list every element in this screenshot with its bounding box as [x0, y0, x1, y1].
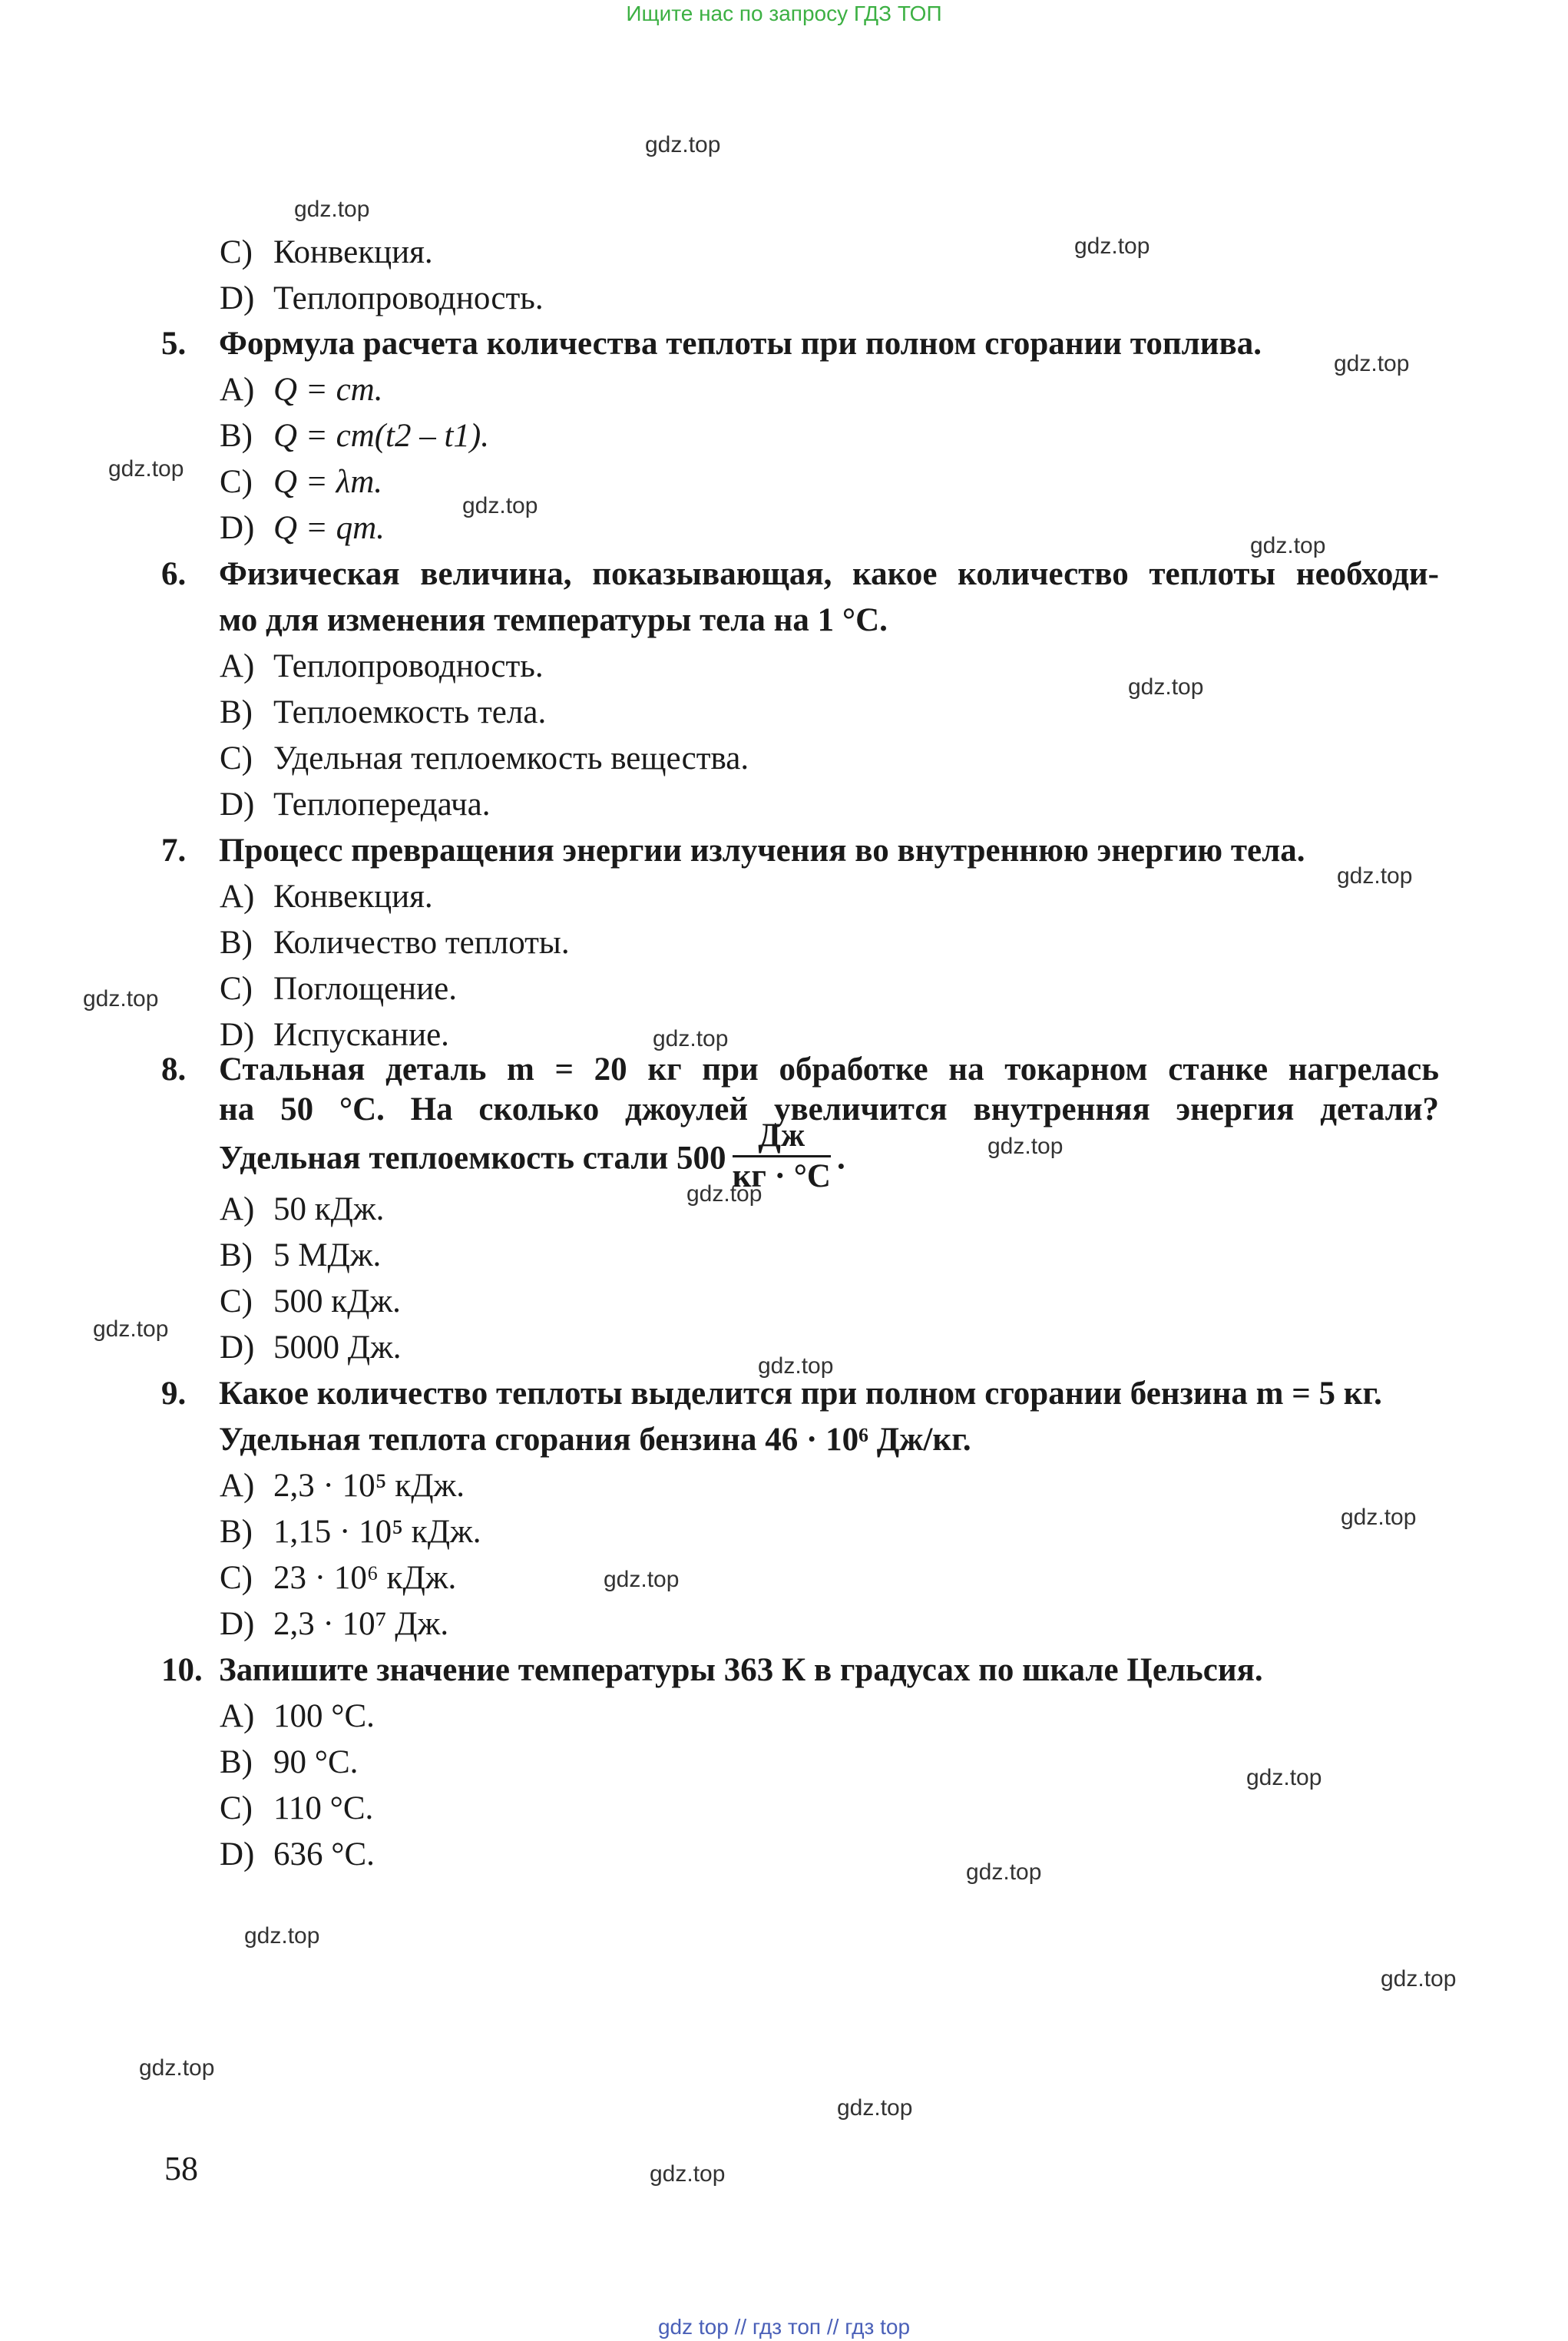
- option-letter: D): [220, 510, 255, 546]
- watermark: gdz.top: [1341, 1505, 1417, 1530]
- answer-option: [220, 1283, 401, 1321]
- option-letter: D): [220, 786, 255, 823]
- watermark: gdz.top: [837, 2095, 913, 2121]
- answer-option: [220, 1237, 381, 1275]
- question-number: 7.: [161, 833, 187, 869]
- watermark: gdz.top: [93, 1316, 169, 1342]
- watermark: gdz.top: [966, 1859, 1042, 1885]
- option-text: 1,15 · 10⁵ кДж.: [273, 1514, 481, 1550]
- answer-option: [220, 647, 544, 686]
- option-text: 50 кДж.: [273, 1191, 385, 1227]
- footer-links[interactable]: gdz top // гдз топ // гдз top: [657, 2315, 911, 2339]
- page-number: 58: [164, 2150, 198, 2187]
- option-letter: A): [220, 1468, 255, 1504]
- watermark: gdz.top: [650, 2161, 726, 2187]
- option-letter: A): [220, 648, 255, 684]
- option-letter: B): [220, 418, 253, 454]
- option-letter: B): [220, 1237, 253, 1273]
- option-letter: C): [220, 464, 253, 500]
- option-text: 500 кДж.: [273, 1283, 401, 1320]
- watermark: gdz.top: [1250, 533, 1326, 558]
- watermark: gdz.top: [462, 493, 538, 518]
- option-text: Теплоемкость тела.: [273, 694, 547, 730]
- option-text: Теплопроводность.: [273, 648, 544, 684]
- watermark: gdz.top: [108, 456, 184, 482]
- option-text: 2,3 · 10⁷ Дж.: [273, 1606, 449, 1642]
- watermark: gdz.top: [653, 1026, 729, 1051]
- answer-option: [220, 233, 433, 272]
- question-text-line2: на 50 °C. На сколько джоулей увеличится внутренняя энергия детали?: [219, 1091, 1439, 1127]
- question-number: 8.: [161, 1051, 187, 1088]
- watermark: gdz.top: [645, 132, 721, 157]
- option-letter: C): [220, 1283, 253, 1320]
- option-text: 5 МДж.: [273, 1237, 382, 1273]
- answer-option: [220, 1790, 373, 1828]
- answer-option: [220, 371, 382, 409]
- question-text: Формула расчета количества теплоты при полном сгорании топлива.: [219, 326, 1262, 362]
- option-letter: C): [220, 971, 253, 1007]
- question-text-line3-end: .: [836, 1140, 845, 1177]
- option-text: 636 °C.: [273, 1836, 375, 1872]
- watermark: gdz.top: [244, 1923, 320, 1949]
- option-text: 23 · 10⁶ кДж.: [273, 1560, 457, 1596]
- question-number: 6.: [161, 556, 187, 592]
- option-text: Конвекция.: [273, 234, 433, 270]
- option-letter: D): [220, 1329, 255, 1366]
- question-text-line1: Какое количество теплоты выделится при полном сгорании бензина m = 5 кг.: [219, 1376, 1382, 1412]
- watermark: gdz.top: [758, 1353, 834, 1379]
- answer-option: [220, 509, 385, 548]
- answer-option: [220, 1836, 375, 1874]
- question-6-cont: [161, 601, 888, 640]
- answer-option: [220, 1743, 358, 1782]
- answer-option: [220, 1697, 375, 1736]
- question-6: [161, 555, 1439, 594]
- question-8: [161, 1051, 1439, 1089]
- option-letter: D): [220, 1836, 255, 1872]
- option-text: Испускание.: [273, 1017, 449, 1053]
- option-letter: D): [220, 1606, 255, 1642]
- option-text: Теплопередача.: [273, 786, 491, 823]
- unit-fraction: [733, 1117, 831, 1196]
- question-9: [161, 1375, 1382, 1413]
- top-banner[interactable]: Ищите нас по запросу ГДЗ ТОП: [626, 2, 942, 25]
- option-letter: C): [220, 1560, 253, 1596]
- answer-option: [220, 878, 433, 916]
- watermark: gdz.top: [83, 986, 159, 1012]
- option-letter: D): [220, 1017, 255, 1053]
- watermark: gdz.top: [1246, 1765, 1322, 1790]
- option-text: Поглощение.: [273, 971, 458, 1007]
- question-number: 9.: [161, 1376, 187, 1412]
- watermark: gdz.top: [1337, 863, 1413, 889]
- answer-option: [220, 970, 457, 1008]
- question-number: 5.: [161, 326, 187, 362]
- answer-option: [220, 463, 382, 502]
- question-text-line2: мо для изменения температуры тела на 1 °C.: [219, 602, 888, 638]
- question-5: [161, 325, 1262, 363]
- watermark: gdz.top: [686, 1181, 762, 1207]
- option-letter: C): [220, 234, 253, 270]
- unit-denominator: кг · °C: [732, 1158, 831, 1194]
- option-letter: A): [220, 1191, 255, 1227]
- unit-numerator: Дж: [733, 1117, 831, 1157]
- option-letter: A): [220, 372, 255, 408]
- option-text: 100 °C.: [273, 1698, 375, 1734]
- option-text: 110 °C.: [273, 1790, 374, 1826]
- option-letter: B): [220, 925, 253, 961]
- question-text-line2: Удельная теплота сгорания бензина 46 · 10⁶ Дж/кг.: [219, 1422, 971, 1458]
- question-text-line3: Удельная теплоемкость стали 500: [219, 1140, 726, 1177]
- option-letter: C): [220, 1790, 253, 1826]
- answer-option: [220, 924, 570, 962]
- watermark: gdz.top: [1381, 1966, 1457, 1992]
- question-10: [161, 1651, 1263, 1690]
- watermark: gdz.top: [1334, 351, 1410, 376]
- answer-option: [220, 1016, 449, 1055]
- answer-option: [220, 786, 491, 824]
- watermark: gdz.top: [1074, 233, 1150, 259]
- option-text: 90 °C.: [273, 1744, 359, 1780]
- option-text: Теплопроводность.: [273, 280, 544, 316]
- question-number: 10.: [161, 1652, 203, 1688]
- question-text: Процесс превращения энергии излучения во внутреннюю энергию тела.: [219, 833, 1305, 869]
- option-formula: Q = cm(t2 – t1).: [273, 418, 489, 454]
- option-text: Конвекция.: [273, 879, 433, 915]
- answer-option: [220, 1513, 481, 1551]
- option-letter: A): [220, 879, 255, 915]
- question-text-line1: Физическая величина, показывающая, какое количество теплоты необходи-: [219, 556, 1439, 592]
- option-formula: Q = λm.: [273, 464, 382, 500]
- option-letter: A): [220, 1698, 255, 1734]
- watermark: gdz.top: [987, 1134, 1064, 1159]
- option-formula: Q = qm.: [273, 510, 385, 546]
- option-letter: C): [220, 740, 253, 776]
- question-8-cont2: [161, 1118, 845, 1200]
- option-text: Удельная теплоемкость вещества.: [273, 740, 749, 776]
- option-formula: Q = cm.: [273, 372, 383, 408]
- question-9-cont: [161, 1421, 971, 1459]
- answer-option: [220, 1559, 456, 1598]
- option-letter: B): [220, 1744, 253, 1780]
- option-letter: B): [220, 694, 253, 730]
- option-text: 2,3 · 10⁵ кДж.: [273, 1468, 465, 1504]
- watermark: gdz.top: [139, 2055, 215, 2081]
- answer-option: [220, 1605, 448, 1644]
- answer-option: [220, 1190, 384, 1229]
- answer-option: [220, 1329, 402, 1367]
- watermark: gdz.top: [1128, 674, 1204, 700]
- watermark: gdz.top: [604, 1567, 680, 1592]
- option-letter: D): [220, 280, 255, 316]
- option-letter: B): [220, 1514, 253, 1550]
- answer-option: [220, 280, 544, 318]
- watermark: gdz.top: [294, 197, 370, 222]
- question-7: [161, 832, 1305, 870]
- answer-option: [220, 417, 489, 455]
- answer-option: [220, 694, 546, 732]
- question-text: Запишите значение температуры 363 К в градусах по шкале Цельсия.: [219, 1652, 1263, 1688]
- answer-option: [220, 740, 749, 778]
- answer-option: [220, 1467, 465, 1505]
- option-text: 5000 Дж.: [273, 1329, 402, 1366]
- question-text-line1: Стальная деталь m = 20 кг при обработке на токарном станке нагрелась: [219, 1051, 1439, 1088]
- option-text: Количество теплоты.: [273, 925, 570, 961]
